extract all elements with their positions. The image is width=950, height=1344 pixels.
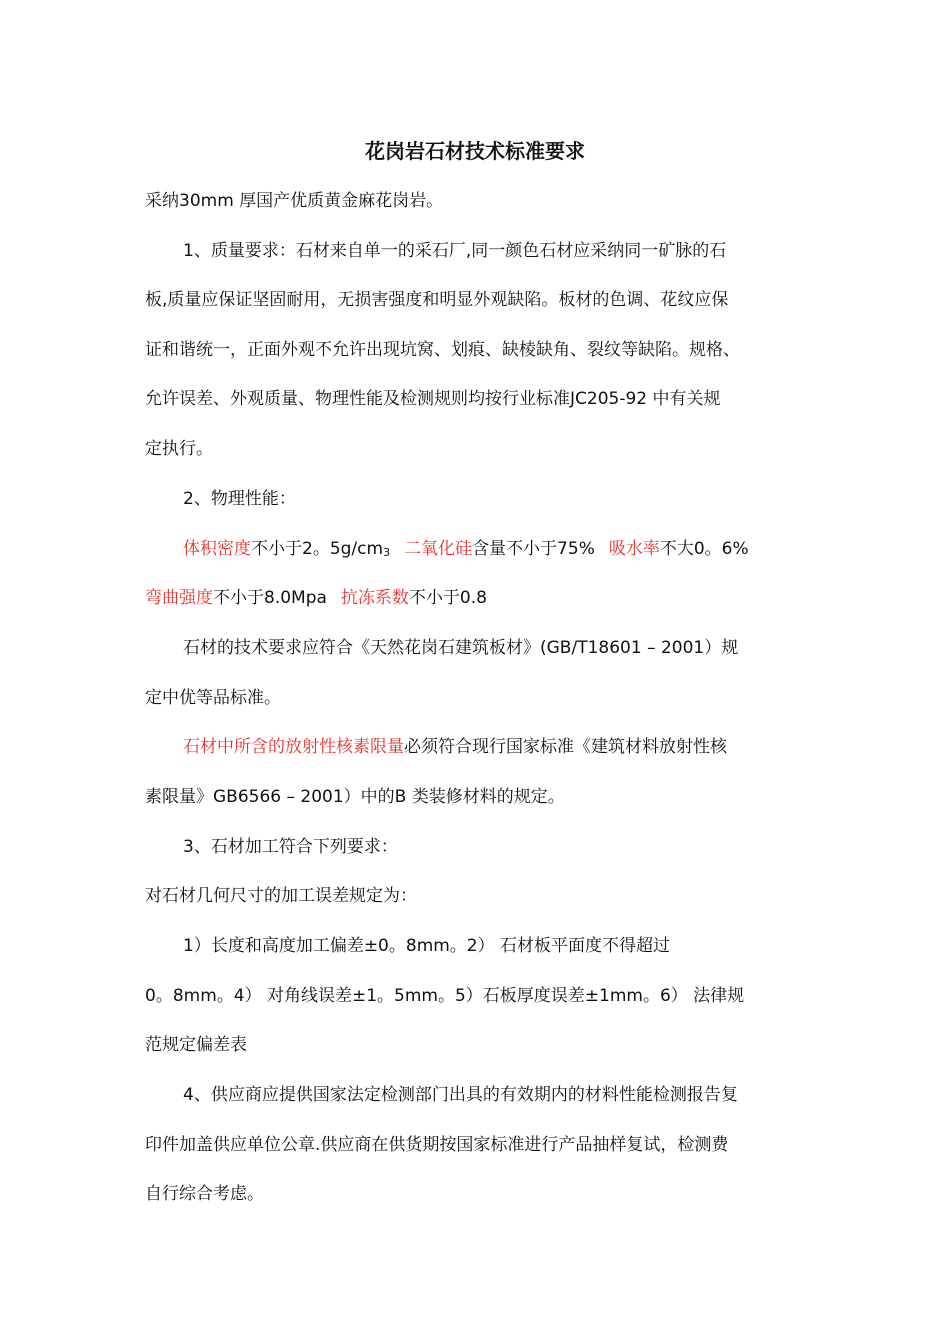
section2-heading: 2、物理性能： — [183, 489, 296, 509]
section1-line4: 允许误差、外观质量、物理性能及检测规则均按行业标准JC205-92 中有关规 — [145, 389, 721, 409]
standard-line2: 定中优等品标准。 — [145, 688, 281, 708]
section3-line1: 1）长度和高度加工偏差±0。8mm。2） 石材板平面度不得超过 — [183, 936, 671, 956]
silica-value: 含量不小于75% — [472, 539, 595, 559]
document-title: 花岗岩石材技术标准要求 — [365, 139, 585, 163]
standard-line1: 石材的技术要求应符合《天然花岗石建筑板材》(GB/T18601 – 2001）规 — [183, 638, 739, 658]
section1-line3: 证和谐统一，正面外观不允许出现坑窝、划痕、缺棱缺角、裂纹等缺陷。规格、 — [145, 340, 740, 360]
absorption-value: 不大0。6% — [659, 539, 749, 559]
density-value: 不小于2。5g/cm — [251, 539, 384, 559]
section4-line1: 4、供应商应提供国家法定检测部门出具的有效期内的材料性能检测报告复 — [183, 1085, 738, 1105]
radioactivity-line2: 素限量》GB6566 – 2001）中的B 类装修材料的规定。 — [145, 787, 565, 807]
bending-label: 弯曲强度 — [145, 588, 213, 608]
intro-text: 采纳30mm 厚国产优质黄金麻花岗岩。 — [145, 191, 444, 211]
section1-line5: 定执行。 — [145, 439, 213, 459]
section3-line2: 0。8mm。4） 对角线误差±1。5mm。5）石板厚度误差±1mm。6） 法律规 — [145, 986, 745, 1006]
section3-heading: 3、石材加工符合下列要求： — [183, 837, 398, 857]
section3-subheading: 对石材几何尺寸的加工误差规定为： — [145, 886, 417, 906]
absorption-label: 吸水率 — [608, 539, 660, 559]
density-label: 体积密度 — [183, 539, 251, 559]
section3-line3: 范规定偏差表 — [145, 1035, 247, 1055]
frost-label: 抗冻系数 — [340, 588, 409, 608]
radioactivity-text: 必须符合现行国家标准《建筑材料放射性核 — [404, 737, 727, 757]
section4-line3: 自行综合考虑。 — [145, 1184, 264, 1204]
physical-properties-line2 — [145, 584, 487, 612]
section1-line2: 板,质量应保证坚固耐用，无损害强度和明显外观缺陷。板材的色调、花纹应保 — [145, 290, 729, 310]
radioactivity-line1 — [183, 733, 727, 761]
bending-value: 不小于8.0Mpa — [213, 588, 327, 608]
frost-value: 不小于0.8 — [408, 588, 487, 608]
density-unit-subscript: 3 — [383, 546, 391, 559]
section4-line2: 印件加盖供应单位公章.供应商在供货期按国家标准进行产品抽样复试，检测费 — [145, 1135, 729, 1155]
section1-line1: 1、质量要求：石材来自单一的采石厂,同一颜色石材应采纳同一矿脉的石 — [183, 241, 727, 261]
physical-properties-line1 — [183, 535, 749, 567]
radioactivity-label: 石材中所含的放射性核素限量 — [183, 737, 404, 757]
silica-label: 二氧化硅 — [404, 539, 473, 559]
